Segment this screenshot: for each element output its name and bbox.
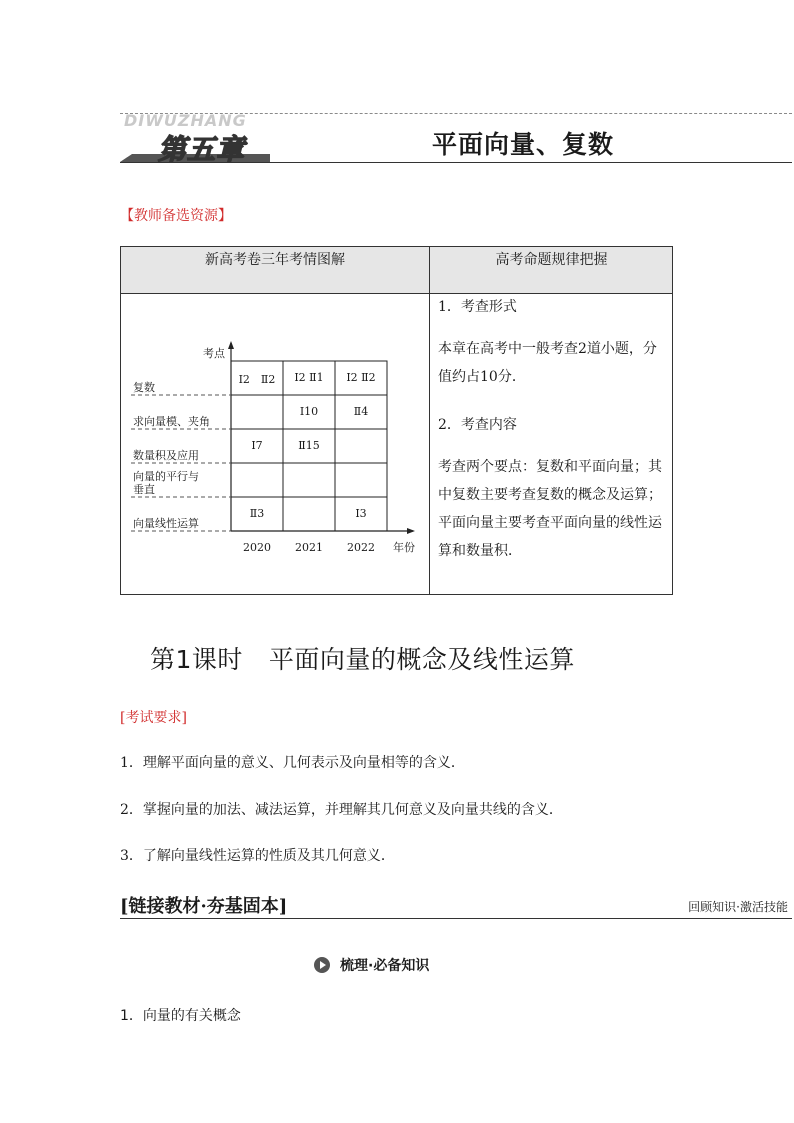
lesson-title [150,640,575,676]
requirement-item: 2．掌握向量的加法、减法运算，并理解其几何意义及向量共线的含义． [120,802,563,818]
table-column-divider [429,247,430,594]
x-axis-label: 年份 [393,541,415,554]
x-axis-arrow [407,528,415,534]
chapter-title: 平面向量、复数 [432,130,615,159]
list-item: 1．向量的有关概念 [120,1008,241,1024]
exam-requirements-label: [考试要求] [120,710,187,726]
chapter-number: 第五章 [158,133,246,166]
pattern-heading-2: 2．考查内容 [438,417,517,433]
cell-value: Ⅰ7 [251,439,263,452]
category-label: 求向量模、夹角 [133,415,210,428]
cell-value: Ⅱ4 [353,405,369,418]
cell-value: Ⅰ2 Ⅱ1 [294,371,324,384]
table-header-col1: 新高考卷三年考情图解 [205,252,345,268]
table-header-col2: 高考命题规律把握 [495,252,608,268]
pattern-text-1: 本章在高考中一般考查2道小题，分值约占10分． [438,341,657,385]
y-axis-label: 考点 [203,347,225,360]
requirement-item: 1．理解平面向量的意义、几何表示及向量相等的含义． [120,755,465,771]
cell-value: Ⅰ2 Ⅱ2 [346,371,376,384]
category-label: 复数 [133,381,155,394]
header-bottom-rule [120,162,792,163]
exam-chart [121,293,429,596]
lesson-name: 平面向量的概念及线性运算 [268,645,575,674]
category-label: 向量的平行与 [133,470,199,483]
cell-value: Ⅱ15 [298,439,320,452]
category-label: 向量线性运算 [133,517,199,530]
cell-value: Ⅱ3 [249,507,265,520]
requirement-item: 3．了解向量线性运算的性质及其几何意义． [120,848,395,864]
play-icon [314,957,330,973]
x-tick-label: 2022 [347,541,375,554]
cell-value: Ⅰ10 [299,405,319,418]
section-bar [120,892,792,919]
teacher-resource-label: 【教师备选资源】 [120,208,232,224]
chapter-pinyin: DIWUZHANG [124,111,247,130]
y-axis-arrow [228,341,234,349]
pattern-text-2: 考查两个要点：复数和平面向量；其中复数主要考查复数的概念及运算；平面向量主要考查平面向量的线性运算和数量积． [438,459,662,559]
category-label: 垂直 [133,483,155,496]
pattern-heading-1: 1．考查形式 [438,299,517,315]
lesson-number: 第1课时 [150,645,243,674]
x-tick-label: 2020 [243,541,271,554]
chapter-badge [120,130,270,166]
sub-heading [314,955,429,975]
category-label: 数量积及应用 [133,449,199,462]
cell-value: Ⅰ3 [355,507,367,520]
cell-value: Ⅰ2 Ⅱ2 [238,373,276,386]
x-tick-label: 2021 [295,541,323,554]
exam-analysis-table [120,246,673,595]
sub-heading-text: 梳理·必备知识 [340,958,430,974]
section-subtitle: 回顾知识·激活技能 [688,900,788,914]
section-title: [链接教材·夯基固本] [120,896,288,917]
